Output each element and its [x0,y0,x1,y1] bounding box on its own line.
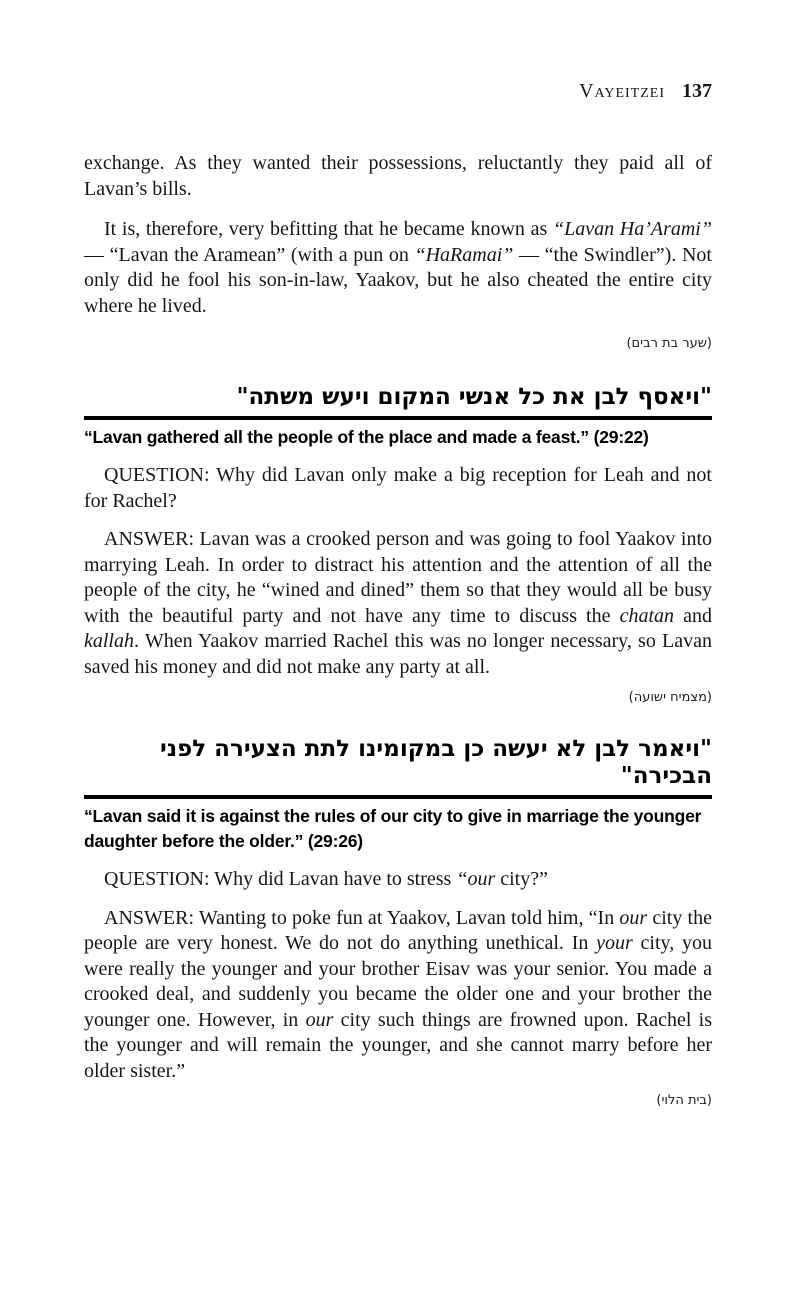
hebrew-verse-2: "ויאמר לבן לא יעשה כן במקומינו לתת הצעירה לפני הבכירה" [159,736,712,789]
paragraph-continuation: exchange. As they wanted their possessions, reluctantly they paid all of Lavan’s bills. [84,152,712,200]
answer-paragraph-2: ANSWER: Wanting to poke fun at Yaakov, Lavan told him, “In our city the people are very honest. We do not do anything unethical. In your city, you were really the younger and your brother Eisav was your senior. You made a crooked deal, and suddenly you became the older one and your brother the younger one. However, in our city such things are frowned upon. Rachel is the younger and will remain the younger, and she cannot marry before her older sister.” [84,906,712,1082]
heading-rule [84,416,712,420]
page-number: 137 [682,80,712,102]
parsha-title: Vayeitzei [579,80,665,102]
source-attribution-2: (מצמיח ישועה) [628,690,712,705]
commentary-section-2 [84,736,712,1109]
heading-rule [84,795,712,799]
answer-paragraph-1: ANSWER: Lavan was a crooked person and was going to fool Yaakov into marrying Leah. In order to distract his attention and the attention of all the people of the city, he “wined and dined” them so that they would all be busy with the beautiful party and not have any time to discuss the chatan and kallah. When Yaakov married Rachel this was no longer necessary, so Lavan saved his money and did not make any party at all. [84,528,712,678]
commentary-section-1 [84,384,712,706]
running-header [84,80,712,102]
verse-translation-1: “Lavan gathered all the people of the place and made a feast.” (29:22) [84,427,649,447]
paragraph-befitting: It is, therefore, very befitting that he became known as “Lavan Ha’Arami” — “Lavan the Aramean” (with a pun on “HaRamai” — “the Swindler”). Not only did he fool his son-in-law, Yaakov, but he also cheated the entire city where he lived. [84,218,712,317]
verse-translation-2: “Lavan said it is against the rules of our city to give in marriage the younger daughter before the older.” (29:26) [84,806,702,851]
question-paragraph-2: QUESTION: Why did Lavan have to stress “our city?” [104,868,548,890]
source-attribution-1: (שער בת רבים) [626,336,712,351]
text-column [84,0,712,1109]
hebrew-verse-1: "ויאסף לבן את כל אנשי המקום ויעש משתה" [236,384,712,410]
source-attribution-3: (בית הלוי) [656,1093,712,1108]
question-paragraph-1: QUESTION: Why did Lavan only make a big reception for Leah and not for Rachel? [84,464,712,512]
